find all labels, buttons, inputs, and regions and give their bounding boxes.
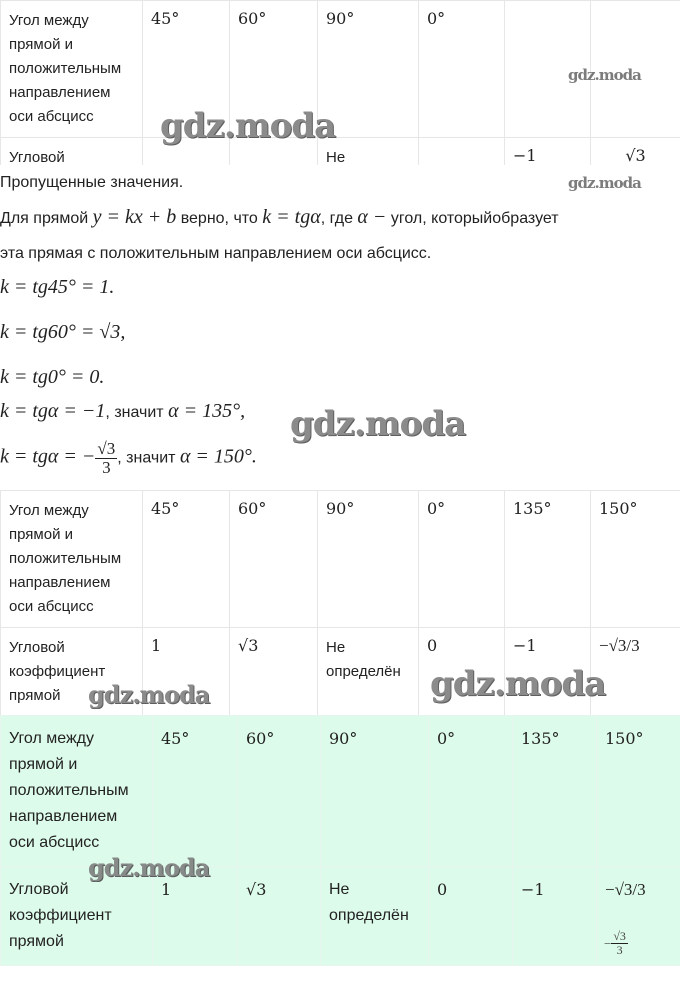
text: верно, что — [180, 210, 258, 227]
math: α − — [357, 206, 387, 228]
cell: √3 — [238, 867, 321, 966]
highlighted-answer-table — [0, 715, 680, 966]
cell: 0 — [419, 628, 505, 717]
cell: −1 — [505, 628, 591, 717]
watermark-logo: gdz.moda — [568, 174, 641, 192]
math: k = tgα = −1 — [0, 400, 106, 422]
cell: Не — [318, 138, 419, 166]
cell: 150° — [591, 491, 680, 628]
cell: 1 — [153, 867, 238, 966]
table-row — [1, 138, 680, 166]
cell: 45° — [143, 1, 230, 138]
text: Для прямой — [0, 210, 89, 227]
math: k = tgα — [262, 206, 321, 228]
slope-value: −√3/3 — [599, 636, 640, 655]
cell: 0° — [419, 1, 505, 138]
slope-value: −√3/3 — [605, 880, 646, 899]
cell: 90° — [318, 1, 419, 138]
denominator: 3 — [102, 458, 111, 477]
math: α = 135°, — [168, 400, 246, 422]
minus: − — [604, 935, 612, 951]
equation-1: k = tg45° = 1. — [0, 276, 115, 298]
explanation-line-2: эта прямая с положительным направлением оси абсцисс. — [0, 245, 432, 262]
cell: 135° — [505, 491, 591, 628]
denominator: 3 — [616, 943, 623, 957]
fraction — [611, 930, 628, 957]
cell: 60° — [230, 491, 318, 628]
cell: Не определён — [318, 628, 419, 717]
cell: 45° — [143, 491, 230, 628]
text: , значит — [117, 449, 176, 467]
numerator: √3 — [613, 929, 626, 943]
text: , значит — [105, 404, 164, 421]
equation-5 — [0, 440, 257, 477]
cell: Не определён — [321, 867, 429, 966]
row-header: Угловой — [1, 138, 143, 166]
watermark-logo: gdz.moda — [430, 664, 606, 704]
watermark-logo: gdz.moda — [88, 680, 210, 709]
cell: 60° — [238, 716, 321, 867]
row-header: Угол между прямой и положительным направлением оси абсцисс — [1, 491, 143, 628]
cell: 45° — [153, 716, 238, 867]
watermark-logo: gdz.moda — [160, 106, 336, 146]
row-header: Угол между прямой и положительным направлением оси абсцисс — [1, 716, 153, 867]
table-row — [1, 716, 680, 867]
numerator: √3 — [97, 439, 116, 458]
cell: 0° — [419, 491, 505, 628]
math: y = kx + b — [92, 206, 177, 228]
cell: √3 — [591, 138, 680, 166]
cell: 135° — [513, 716, 597, 867]
cell: 0° — [429, 716, 513, 867]
cell: 90° — [321, 716, 429, 867]
cell: 60° — [230, 1, 318, 138]
math: α = 150°. — [179, 445, 257, 468]
row-header: Угловой коэффициент прямой — [1, 867, 153, 966]
watermark-logo: gdz.moda — [88, 853, 210, 882]
watermark-logo: gdz.moda — [290, 404, 466, 444]
cell: 150° — [597, 716, 680, 867]
equation-4 — [0, 400, 245, 423]
equation-3: k = tg0° = 0. — [0, 366, 105, 388]
watermark-logo: gdz.moda — [568, 66, 641, 84]
fraction-reference — [604, 930, 628, 957]
cell — [419, 138, 505, 166]
row-header: Угол между прямой и положительным направлением оси абсцисс — [1, 1, 143, 138]
table-row — [1, 491, 680, 628]
cell: −1 — [505, 138, 591, 166]
cell: −1 — [513, 867, 597, 966]
cell: 1 — [143, 628, 230, 717]
cell: √3 — [230, 628, 318, 717]
cell: 0 — [429, 867, 513, 966]
row-header: Угловой коэффициент прямой — [1, 628, 143, 717]
fraction — [95, 440, 117, 477]
cell: 90° — [318, 491, 419, 628]
math: k = tgα = − — [0, 445, 96, 468]
text: угол, которыйобразует — [390, 210, 559, 227]
explanation-line-1 — [0, 206, 559, 229]
text: , где — [320, 210, 353, 227]
missing-values-label: Пропущенные значения. — [0, 174, 184, 191]
equation-2: k = tg60° = √3, — [0, 321, 126, 343]
